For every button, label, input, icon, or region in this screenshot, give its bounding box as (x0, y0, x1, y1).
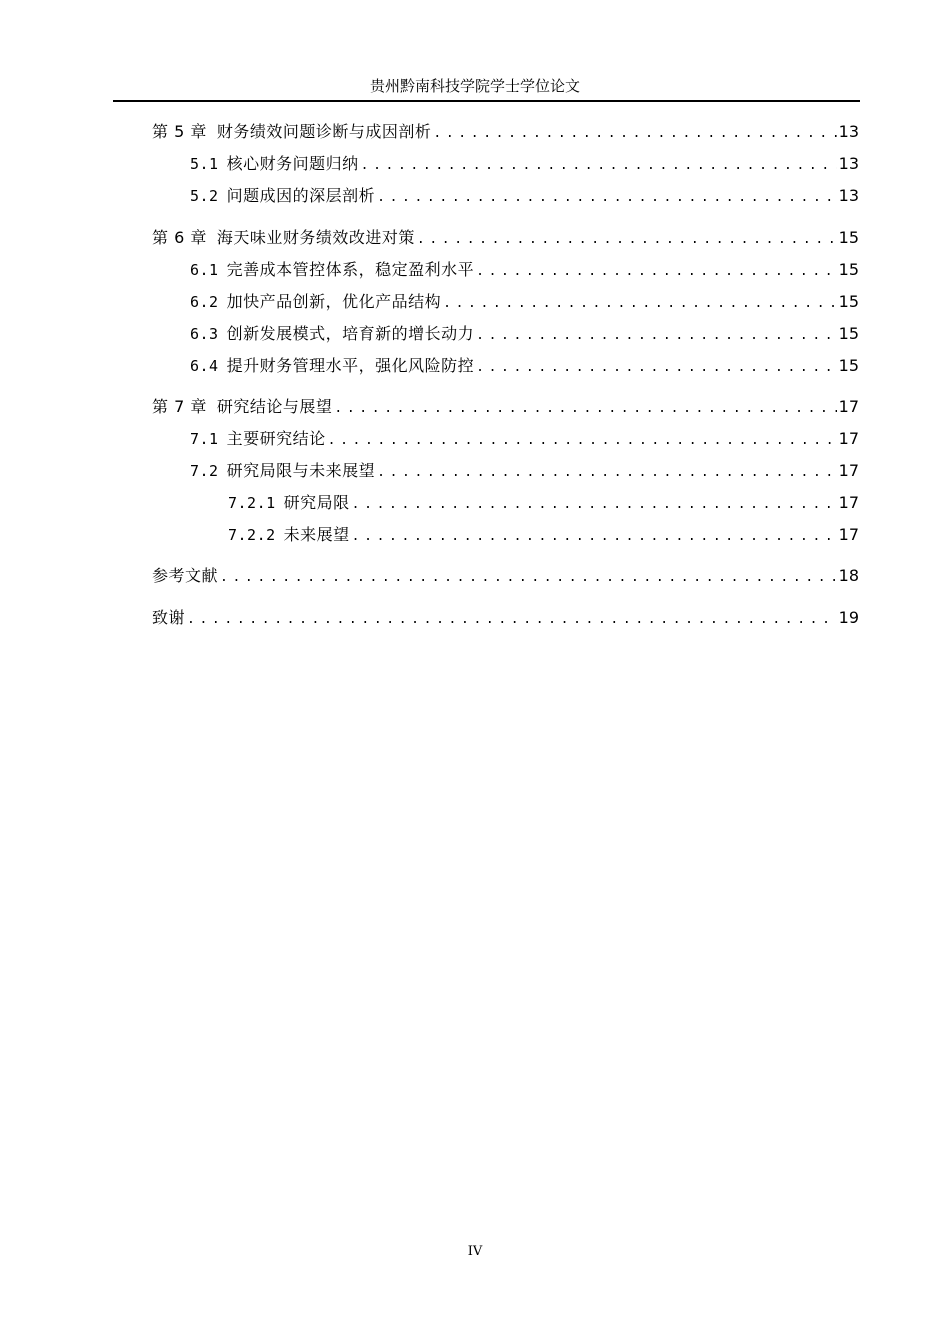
toc-entry-page: 15 (838, 292, 859, 311)
toc-entry-label (190, 323, 474, 345)
toc-leader-dots (476, 261, 837, 283)
toc-entry-page: 19 (838, 608, 859, 627)
toc-entry[interactable] (152, 227, 859, 249)
toc-entry-page: 17 (838, 397, 859, 416)
toc-entry-page: 15 (838, 260, 859, 279)
toc-entry-title: 主要研究结论 (226, 429, 326, 448)
toc-entry-page: 13 (838, 186, 859, 205)
toc-entry[interactable] (190, 291, 859, 313)
toc-entry-page: 17 (838, 493, 859, 512)
toc-entry-title: 研究局限 (283, 493, 350, 512)
toc-entry[interactable] (190, 460, 859, 482)
toc-entry-number: 7.2.1 (228, 494, 276, 512)
toc-entry-label (190, 460, 375, 482)
page-number: IV (467, 1244, 483, 1259)
toc-entry[interactable] (152, 607, 859, 629)
toc-entry-title: 问题成因的深层剖析 (226, 186, 376, 205)
toc-entry-title: 研究局限与未来展望 (226, 461, 376, 480)
toc-entry-number: 第 6 章 (152, 228, 207, 247)
toc-entry-label (190, 291, 441, 313)
toc-entry-number: 6.3 (190, 325, 219, 343)
toc-entry-title: 完善成本管控体系，稳定盈利水平 (226, 260, 475, 279)
toc-leader-dots (328, 430, 837, 452)
toc-entry-title: 提升财务管理水平，强化风险防控 (226, 356, 475, 375)
toc-entry-number: 第 5 章 (152, 122, 207, 141)
toc-entry-label (190, 428, 326, 450)
toc-leader-dots (377, 187, 837, 209)
toc-entry-number: 7.2.2 (228, 526, 276, 544)
toc-entry-page: 17 (838, 429, 859, 448)
toc-entry-number: 5.2 (190, 187, 219, 205)
toc-entry[interactable] (190, 323, 859, 345)
toc-entry-number: 6.2 (190, 293, 219, 311)
toc-entry-page: 13 (838, 122, 859, 141)
toc-entry-number: 5.1 (190, 155, 219, 173)
toc-entry-label (152, 121, 431, 143)
toc-entry-title: 研究结论与展望 (216, 397, 333, 416)
page-header-title: 贵州黔南科技学院学士学位论文 (369, 77, 580, 95)
toc-entry-title: 创新发展模式，培育新的增长动力 (226, 324, 475, 343)
toc-entry-number: 6.4 (190, 357, 219, 375)
toc-entry-page: 18 (838, 566, 859, 585)
toc-entry[interactable] (152, 396, 859, 418)
toc-entry-page: 15 (838, 356, 859, 375)
toc-entry[interactable] (190, 428, 859, 450)
toc-entry-page: 17 (838, 525, 859, 544)
toc-entry-title: 核心财务问题归纳 (226, 154, 359, 173)
toc-entry-title: 海天味业财务绩效改进对策 (216, 228, 415, 247)
toc-entry[interactable] (190, 185, 859, 207)
toc-leader-dots (417, 229, 837, 251)
toc-leader-dots (433, 123, 836, 145)
toc-entry-label (190, 259, 474, 281)
toc-entry-number: 第 7 章 (152, 397, 207, 416)
toc-leader-dots (476, 325, 837, 347)
toc-entry[interactable] (228, 492, 859, 514)
toc-entry-number: 7.2 (190, 462, 219, 480)
toc-leader-dots (220, 567, 837, 589)
toc-entry-label (152, 607, 185, 629)
toc-entry-label (228, 524, 350, 546)
toc-entry-label (190, 153, 359, 175)
toc-entry-label (152, 396, 332, 418)
toc-entry-title: 财务绩效问题诊断与成因剖析 (216, 122, 432, 141)
toc-entry-number: 6.1 (190, 261, 219, 279)
toc-entry-title: 加快产品创新，优化产品结构 (226, 292, 442, 311)
toc-entry[interactable] (228, 524, 859, 546)
toc-entry[interactable] (190, 355, 859, 377)
toc-leader-dots (334, 398, 836, 420)
toc-entry-number: 7.1 (190, 430, 219, 448)
toc-leader-dots (443, 293, 837, 315)
toc-leader-dots (352, 526, 837, 548)
toc-entry-page: 15 (838, 228, 859, 247)
toc-entry-page: 17 (838, 461, 859, 480)
toc-leader-dots (361, 155, 837, 177)
toc-entry-label (190, 355, 474, 377)
toc-entry-page: 13 (838, 154, 859, 173)
toc-entry[interactable] (190, 259, 859, 281)
toc-leader-dots (476, 357, 837, 379)
toc-entry[interactable] (190, 153, 859, 175)
toc-entry-title: 致谢 (152, 608, 186, 627)
toc-leader-dots (352, 494, 837, 516)
toc-entry-title: 参考文献 (152, 566, 219, 585)
toc-entry-label (152, 227, 415, 249)
toc-entry-label (228, 492, 350, 514)
toc-leader-dots (187, 609, 837, 631)
toc-entry-label (152, 565, 218, 587)
toc-entry-title: 未来展望 (283, 525, 350, 544)
toc-entry-page: 15 (838, 324, 859, 343)
toc-entry[interactable] (152, 565, 859, 587)
toc-entry-label (190, 185, 375, 207)
toc-leader-dots (377, 462, 837, 484)
toc-entry[interactable] (152, 121, 859, 143)
